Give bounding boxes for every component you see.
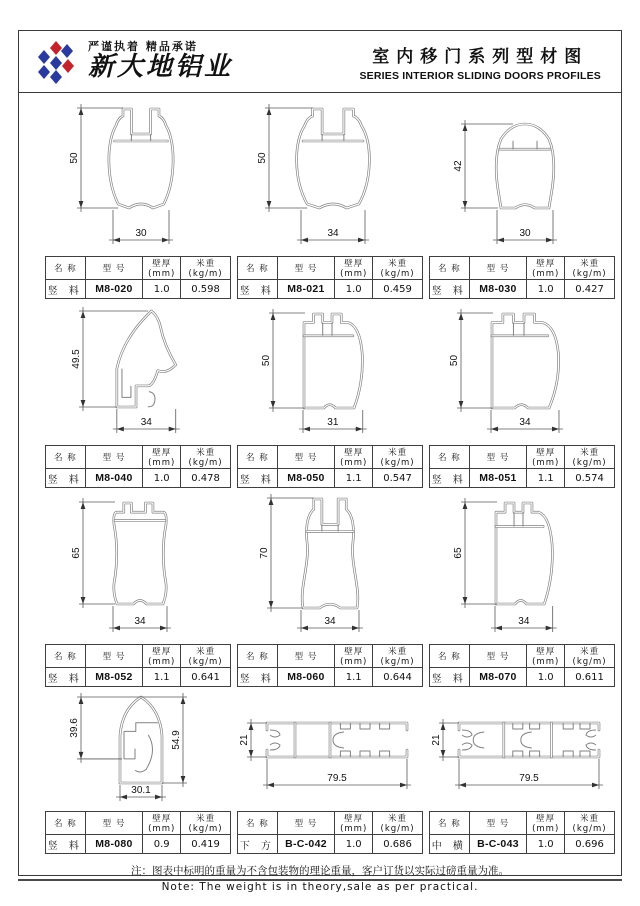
spec-header-cell: 壁厚(mm): [527, 645, 565, 668]
spec-table: [45, 644, 231, 687]
spec-header-cell: 型 号: [277, 257, 335, 280]
profile-drawing: [41, 689, 231, 809]
profile-row-2: [41, 301, 621, 488]
dimension-label: 70: [259, 547, 270, 559]
spec-value-row: [46, 835, 231, 854]
spec-header-cell: 米重(kg/m): [565, 812, 615, 835]
spec-header-cell: 型 号: [469, 645, 527, 668]
spec-value-row: [46, 469, 231, 488]
spec-table: [429, 811, 615, 854]
profile-cell-B-C-043: [425, 689, 615, 854]
spec-header-cell: 型 号: [469, 812, 527, 835]
spec-header-row: [46, 812, 231, 835]
spec-model: M8-052: [85, 668, 143, 687]
spec-weight: 0.478: [181, 469, 231, 488]
profile-cell-M8-020: [41, 96, 231, 299]
spec-header-cell: 名 称: [430, 645, 470, 668]
spec-table: [45, 811, 231, 854]
profile-grid: [19, 93, 621, 854]
profile-outline: [453, 120, 557, 244]
spec-header-cell: 米重(kg/m): [181, 257, 231, 280]
profile-cell-M8-030: [425, 96, 615, 299]
footer-note-chinese: 注：图表中标明的重量为不含包装物的理论重量，客户订货以实际过磅重量为准。: [131, 865, 509, 877]
spec-model: M8-070: [469, 668, 527, 687]
spec-value-row: [238, 835, 423, 854]
spec-header-row: [238, 645, 423, 668]
spec-model: M8-050: [277, 469, 335, 488]
profile-cell-M8-060: [233, 490, 423, 687]
spec-header-cell: 名 称: [46, 257, 86, 280]
spec-name: 竖 料: [430, 668, 470, 687]
spec-thickness: 1.1: [335, 469, 373, 488]
spec-name: 竖 料: [46, 280, 86, 299]
profile-outline: [261, 309, 367, 433]
spec-weight: 0.611: [565, 668, 615, 687]
spec-model: M8-040: [85, 469, 143, 488]
profile-drawing: [233, 301, 423, 443]
spec-header-cell: 壁厚(mm): [143, 257, 181, 280]
company-name: 新大地铝业: [88, 52, 234, 83]
profile-cell-M8-040: [41, 301, 231, 488]
profile-outline: [69, 104, 173, 244]
spec-weight: 0.598: [181, 280, 231, 299]
spec-name: 竖 料: [430, 280, 470, 299]
dimension-label: 34: [327, 228, 339, 239]
spec-table: [45, 256, 231, 299]
spec-header-cell: 米重(kg/m): [565, 645, 615, 668]
spec-name: 中 横: [430, 835, 470, 854]
spec-header-cell: 型 号: [469, 446, 527, 469]
profile-cell-M8-070: [425, 490, 615, 687]
spec-table: [429, 644, 615, 687]
spec-value-row: [430, 835, 615, 854]
spec-header-cell: 名 称: [430, 257, 470, 280]
dimension-label: 65: [453, 547, 464, 559]
spec-header-cell: 米重(kg/m): [373, 645, 423, 668]
spec-header-cell: 米重(kg/m): [565, 257, 615, 280]
spec-header-cell: 壁厚(mm): [527, 446, 565, 469]
spec-model: M8-080: [85, 835, 143, 854]
profile-cell-M8-021: [233, 96, 423, 299]
spec-table: [45, 445, 231, 488]
spec-header-cell: 米重(kg/m): [565, 446, 615, 469]
profile-row-4: [41, 689, 621, 854]
spec-thickness: 1.0: [143, 280, 181, 299]
brand-slogan: 严谨执着 精品承诺: [88, 40, 198, 54]
brand: [31, 40, 233, 84]
dimension-label: 50: [449, 354, 460, 367]
spec-header-cell: 米重(kg/m): [373, 446, 423, 469]
spec-header-cell: 型 号: [469, 257, 527, 280]
spec-header-cell: 名 称: [46, 446, 86, 469]
title-chinese: 室内移门系列型材图: [372, 46, 589, 67]
dimension-label: 34: [518, 616, 530, 627]
spec-header-cell: 壁厚(mm): [335, 645, 373, 668]
page-header: [19, 31, 621, 93]
profile-drawing: [41, 490, 231, 642]
spec-header-cell: 型 号: [277, 446, 335, 469]
spec-header-row: [46, 446, 231, 469]
dimension-label: 79.5: [327, 773, 347, 784]
spec-value-row: [238, 280, 423, 299]
spec-header-cell: 米重(kg/m): [181, 645, 231, 668]
spec-name: 竖 料: [46, 469, 86, 488]
profile-cell-M8-051: [425, 301, 615, 488]
spec-table: [429, 256, 615, 299]
profile-cell-M8-080: [41, 689, 231, 854]
spec-weight: 0.547: [373, 469, 423, 488]
spec-thickness: 1.0: [143, 469, 181, 488]
spec-header-cell: 壁厚(mm): [143, 812, 181, 835]
dimension-label: 34: [519, 417, 531, 428]
spec-name: 竖 料: [46, 668, 86, 687]
profile-outline: [239, 719, 411, 789]
spec-weight: 0.459: [373, 280, 423, 299]
profile-outline: [69, 693, 187, 801]
profile-drawing: [41, 96, 231, 254]
spec-thickness: 1.0: [527, 280, 565, 299]
dimension-label: 79.5: [519, 773, 539, 784]
profile-outline: [259, 494, 363, 632]
spec-header-cell: 壁厚(mm): [335, 446, 373, 469]
spec-header-cell: 型 号: [277, 812, 335, 835]
spec-header-cell: 名 称: [430, 446, 470, 469]
spec-weight: 0.419: [181, 835, 231, 854]
spec-header-row: [238, 812, 423, 835]
profile-cell-M8-050: [233, 301, 423, 488]
profile-drawing: [425, 96, 615, 254]
spec-weight: 0.686: [373, 835, 423, 854]
profile-cell-M8-052: [41, 490, 231, 687]
spec-header-cell: 型 号: [85, 812, 143, 835]
profile-row-3: [41, 490, 621, 687]
spec-value-row: [46, 280, 231, 299]
spec-model: B-C-042: [277, 835, 335, 854]
title-english: SERIES INTERIOR SLIDING DOORS PROFILES: [359, 69, 601, 82]
profile-drawing: [41, 301, 231, 443]
spec-header-cell: 壁厚(mm): [335, 812, 373, 835]
dimension-label: 49.5: [71, 349, 82, 369]
profile-outline: [71, 307, 180, 433]
spec-header-row: [430, 446, 615, 469]
spec-header-cell: 壁厚(mm): [143, 446, 181, 469]
spec-header-cell: 名 称: [238, 812, 278, 835]
dimension-label: 50: [69, 152, 80, 164]
spec-header-row: [46, 257, 231, 280]
profile-drawing: [425, 301, 615, 443]
spec-header-cell: 名 称: [238, 257, 278, 280]
spec-header-cell: 米重(kg/m): [181, 812, 231, 835]
spec-thickness: 1.1: [335, 668, 373, 687]
dimension-label: 42: [453, 160, 464, 172]
spec-value-row: [430, 469, 615, 488]
spec-name: 竖 料: [238, 668, 278, 687]
spec-header-cell: 名 称: [430, 812, 470, 835]
spec-header-cell: 名 称: [46, 812, 86, 835]
profile-outline: [71, 498, 171, 632]
dimension-label: 54.9: [171, 730, 182, 750]
dimension-label: 50: [257, 152, 268, 164]
spec-thickness: 0.9: [143, 835, 181, 854]
dimension-label: 21: [431, 734, 442, 746]
profile-outline: [257, 104, 369, 244]
spec-name: 竖 料: [430, 469, 470, 488]
profile-outline: [449, 309, 563, 433]
profile-drawing: [425, 490, 615, 642]
spec-header-cell: 壁厚(mm): [527, 257, 565, 280]
spec-header-cell: 壁厚(mm): [335, 257, 373, 280]
dimension-label: 30: [135, 228, 147, 239]
dimension-label: 39.6: [69, 718, 80, 738]
profile-drawing: [233, 490, 423, 642]
spec-header-cell: 型 号: [85, 446, 143, 469]
spec-header-cell: 型 号: [85, 257, 143, 280]
spec-weight: 0.644: [373, 668, 423, 687]
spec-model: B-C-043: [469, 835, 527, 854]
spec-weight: 0.427: [565, 280, 615, 299]
spec-header-cell: 名 称: [238, 446, 278, 469]
spec-header-row: [238, 257, 423, 280]
spec-thickness: 1.0: [527, 835, 565, 854]
spec-header-cell: 型 号: [85, 645, 143, 668]
spec-header-cell: 米重(kg/m): [373, 812, 423, 835]
profile-outline: [453, 498, 557, 632]
spec-thickness: 1.1: [143, 668, 181, 687]
spec-value-row: [238, 469, 423, 488]
profile-drawing: [233, 96, 423, 254]
spec-header-cell: 壁厚(mm): [527, 812, 565, 835]
spec-header-cell: 壁厚(mm): [143, 645, 181, 668]
spec-thickness: 1.0: [335, 835, 373, 854]
footer-note-english: Note: The weight is in theory,sale as per practical.: [161, 880, 479, 893]
spec-header-row: [430, 257, 615, 280]
spec-header-row: [46, 645, 231, 668]
spec-value-row: [430, 280, 615, 299]
company-logo-icon: [31, 40, 81, 84]
spec-header-cell: 米重(kg/m): [373, 257, 423, 280]
spec-model: M8-051: [469, 469, 527, 488]
profile-drawing: [425, 689, 615, 809]
spec-name: 竖 料: [238, 280, 278, 299]
spec-value-row: [46, 668, 231, 687]
spec-header-cell: 名 称: [46, 645, 86, 668]
bottom-rule: [18, 879, 622, 881]
spec-header-cell: 米重(kg/m): [181, 446, 231, 469]
dimension-label: 65: [71, 547, 82, 559]
spec-name: 竖 料: [46, 835, 86, 854]
spec-table: [429, 445, 615, 488]
dimension-label: 30.1: [131, 785, 151, 796]
page-frame: [18, 30, 622, 893]
spec-model: M8-030: [469, 280, 527, 299]
dimension-label: 34: [324, 616, 336, 627]
dimension-label: 30: [519, 228, 531, 239]
spec-weight: 0.696: [565, 835, 615, 854]
spec-thickness: 1.1: [527, 469, 565, 488]
profile-cell-B-C-042: [233, 689, 423, 854]
spec-name: 竖 料: [238, 469, 278, 488]
dimension-label: 31: [327, 417, 339, 428]
dimension-label: 34: [134, 616, 146, 627]
spec-value-row: [238, 668, 423, 687]
spec-table: [237, 811, 423, 854]
spec-weight: 0.641: [181, 668, 231, 687]
dimension-label: 34: [140, 417, 152, 428]
page-title: [359, 42, 605, 82]
spec-header-cell: 型 号: [277, 645, 335, 668]
profile-drawing: [233, 689, 423, 809]
spec-model: M8-020: [85, 280, 143, 299]
dimension-label: 21: [239, 734, 250, 746]
spec-table: [237, 644, 423, 687]
spec-model: M8-060: [277, 668, 335, 687]
spec-name: 下 方: [238, 835, 278, 854]
spec-thickness: 1.0: [335, 280, 373, 299]
spec-table: [237, 256, 423, 299]
dimension-label: 50: [261, 354, 272, 367]
spec-header-row: [430, 645, 615, 668]
profile-outline: [431, 719, 603, 789]
spec-header-row: [430, 812, 615, 835]
spec-header-row: [238, 446, 423, 469]
spec-model: M8-021: [277, 280, 335, 299]
spec-value-row: [430, 668, 615, 687]
spec-header-cell: 名 称: [238, 645, 278, 668]
spec-thickness: 1.0: [527, 668, 565, 687]
spec-weight: 0.574: [565, 469, 615, 488]
spec-table: [237, 445, 423, 488]
brand-text: [88, 41, 233, 82]
profile-row-1: [41, 96, 621, 299]
